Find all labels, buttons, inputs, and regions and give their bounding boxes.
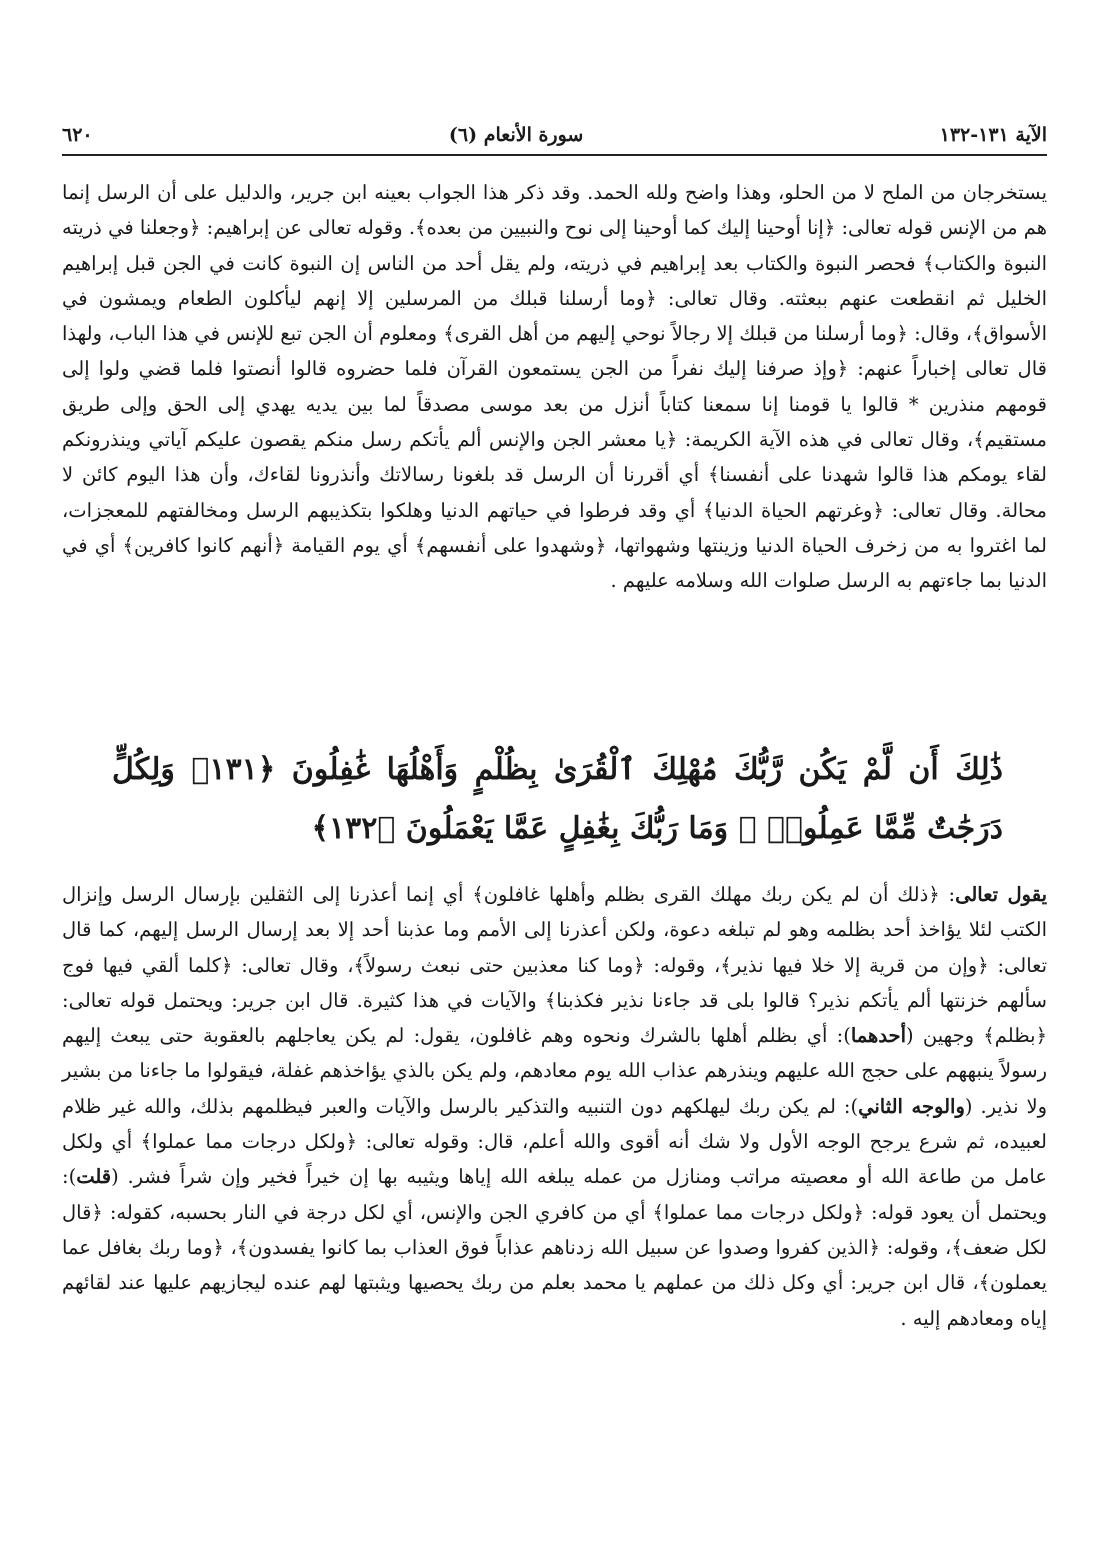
commentary-paragraph-1: يستخرجان من الملح لا من الحلو، وهذا واضح ولله الحمد. وقد ذكر هذا الجواب بعينه ابن جرير، والدليل على أن الرسل إنما هم من الإنس قوله تعالى: ﴿إنا أوحينا إليك كما أوحينا إلى نوح والنبيين من بعده﴾. وقوله تعالى عن إبراهيم: ﴿وجعلنا في ذريته النبوة والكتاب﴾ فحصر النبوة والكتاب بعد إبراهيم في ذريته، ولم يقل أحد من الناس إن النبوة كانت في الجن قبل إبراهيم الخليل ثم انقطعت عنهم ببعثته. وقال تعالى: ﴿وما أرسلنا قبلك من المرسلين إلا إنهم ليأكلون الطعام ويمشون في الأسواق﴾، وقال: ﴿وما أرسلنا من قبلك إلا رجالاً نوحي إليهم من أهل القرى﴾ ومعلوم أن الجن تبع للإنس في هذا الباب، ولهذا قال تعالى إخباراً عنهم: ﴿وإذ صرفنا إليك نفراً من الجن يستمعون القرآن فلما حضروه قالوا أنصتوا فلما قضي ولوا إلى قومهم منذرين * قالوا يا قومنا إنا سمعنا كتاباً أنزل من بعد موسى مصدقاً لما بين يديه يهدي إلى الحق وإلى طريق مستقيم﴾، وقال تعالى في هذه الآية الكريمة: ﴿يا معشر الجن والإنس ألم يأتكم رسل منكم يقصون عليكم آياتي وينذرونكم لقاء يومكم هذا قالوا شهدنا على أنفسنا﴾ أي أقررنا أن الرسل قد بلغونا رسالاتك وأنذرونا لقاءك، وأن هذا اليوم كائن لا محالة. وقال تعالى: ﴿وغرتهم الحياة الدنيا﴾ أي وقد فرطوا في حياتهم الدنيا وهلكوا بتكذيبهم الرسل ومخالفتهم للمعجزات، لما اغتروا به من زخرف الحياة الدنيا وزينتها وشهواتها، ﴿وشهدوا على أنفسهم﴾ أي يوم القيامة ﴿أنهم كانوا كافرين﴾ أي في الدنيا بما جاءتهم به الرسل صلوات الله وسلامه عليهم . bbox=[62, 181, 1047, 593]
commentary-paragraph-2 bbox=[62, 877, 1047, 1336]
second-aspect-label: والوجه الثاني bbox=[858, 1094, 965, 1118]
commentary-text-2: ): أي بظلم أهلها بالشرك ونحوه وهم غافلون، يقول: لم يكن يعاجلهم بالعقوبة حتى يبعث إليهم رسولاً ينبههم على حجج الله عليهم وينذرهم عذاب الله يوم معادهم، ولم يكن بالذي يؤاخذهم غفلة، فيقولوا ما جاءنا من بشير ولا نذير. ( bbox=[62, 1024, 1047, 1118]
quran-verse: ذَٰلِكَ أَن لَّمْ يَكُن رَّبُّكَ مُهْلِكَ ٱلْقُرَىٰ بِظُلْمٍ وَأَهْلُهَا غَٰفِلُونَ ﴿١٣١﴾ وَلِكُلٍّ دَرَجَٰتٌ مِّمَّا عَمِلُوا۟ ۚ وَمَا رَبُّكَ بِغَٰفِلٍ عَمَّا يَعْمَلُونَ ﴿١٣٢﴾ bbox=[112, 752, 1003, 846]
page-body bbox=[62, 0, 1047, 1551]
page-number: ٦٢٠ bbox=[62, 124, 93, 146]
author-note-label: قلت bbox=[76, 1165, 112, 1189]
lead-phrase: يقول تعالى bbox=[955, 883, 1047, 906]
commentary-text-1: : ﴿ذلك أن لم يكن ربك مهلك القرى بظلم وأهلها غافلون﴾ أي إنما أعذرنا إلى الثقلين بإرسال الرسل وإنزال الكتب لئلا يؤاخذ أحد بظلمه وهو لم تبلغه دعوة، ولكن أعذرنا إلى الأمم وما عذبنا أحد إلا بعد إرسال الرسل إليهم، كما قال تعالى: ﴿وإن من قرية إلا خلا فيها نذير﴾، وقوله: ﴿وما كنا معذبين حتى نبعث رسولاً﴾، وقال تعالى: ﴿كلما ألقي فيها فوج سألهم خزنتها ألم يأتكم نذير؟ قالوا بلى قد جاءنا نذير فكذبنا﴾ والآيات في هذا كثيرة. قال ابن جرير: ويحتمل قوله تعالى: ﴿بظلم﴾ وجهين ( bbox=[62, 883, 1047, 1048]
commentary-text-4: ): ويحتمل أن يعود قوله: ﴿ولكل درجات مما عملوا﴾ أي من كافري الجن والإنس، أي لكل درجة في النار بحسبه، كقوله: ﴿قال لكل ضعف﴾، وقوله: ﴿الذين كفروا وصدوا عن سبيل الله زدناهم عذاباً فوق العذاب بما كانوا يفسدون﴾، ﴿وما ربك بغافل عما يعملون﴾، قال ابن جرير: أي وكل ذلك من عملهم يا محمد بعلم من ربك يحصيها ويثبتها لهم عنده ليجازيهم عليها عند لقائهم إياه ومعادهم إليه . bbox=[62, 1165, 1047, 1330]
ayah-range: الآية ١٣١-١٣٢ bbox=[939, 124, 1047, 146]
first-aspect-label: أحدهما bbox=[850, 1024, 907, 1048]
commentary-text-3: ): لم يكن ربك ليهلكهم دون التنبيه والتذكير بالرسل والآيات والعبر فيظلمهم بذلك، والله غير ظلام لعبيده، ثم شرع يرجح الوجه الأول ولا شك أنه أقوى والله أعلم، قال: وقوله تعالى: ﴿ولكل درجات مما عملوا﴾ أي ولكل عامل من طاعة الله أو معصيته مراتب ومنازل من عمله يبلغه الله إياها ويثيبه بها إن خيراً فخير وإن شراً فشر. ( bbox=[62, 1094, 1047, 1189]
surah-title: (٦) سورة الأنعام bbox=[448, 124, 584, 146]
